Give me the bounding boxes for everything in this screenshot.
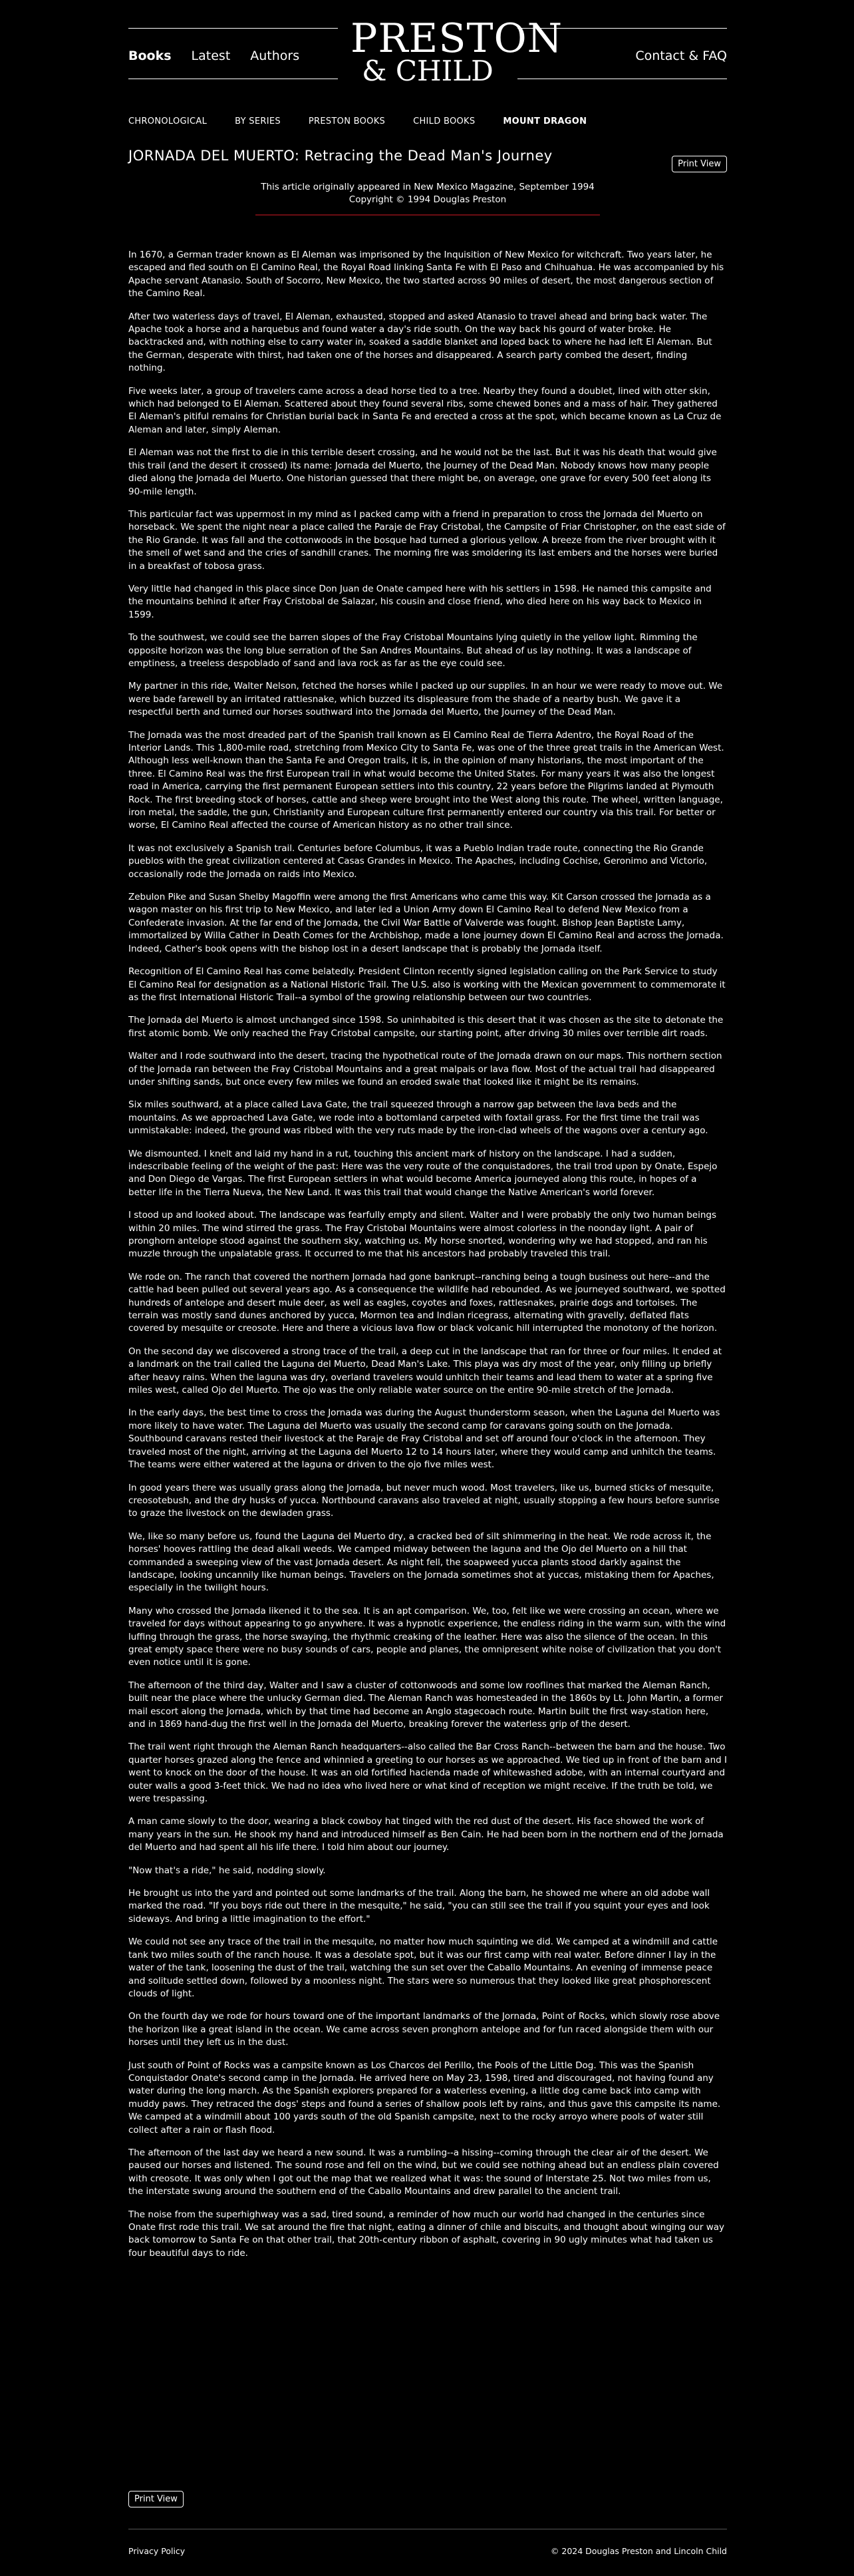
nav-contact[interactable]: Contact & FAQ bbox=[635, 49, 727, 63]
article-paragraph: In good years there was usually grass along the Jornada, but never much wood. Most travelers, like us, burned sticks of mesquite, creosotebush, and the dry husks of yucca. Northbound caravans also traveled at night, usually stopping a few hours before sunrise to graze the livestock on the dewladen grass. bbox=[128, 1482, 720, 1519]
article-paragraph: The noise from the superhighway was a sad, tired sound, a reminder of how much our world had changed in the centuries since Onate first rode this trail. We sat around the fire that night, eating a dinner of chile and biscuits, and thought about winging our way back tomorrow to Santa Fe on that other trail, that 20th-century ribbon of asphalt, covering in 90 ugly minutes what had taken us four beautiful days to ride. bbox=[128, 2209, 725, 2259]
footer-copyright: © 2024 Douglas Preston and Lincoln Child bbox=[550, 2546, 727, 2556]
logo-line1: PRESTON bbox=[351, 15, 563, 62]
site-header bbox=[128, 0, 727, 100]
article-source: This article originally appeared in New Mexico Magazine, September 1994 bbox=[261, 182, 595, 192]
article-paragraph: After two waterless days of travel, El Aleman, exhausted, stopped and asked Atanasio to travel ahead and bring back water. The Apache took a horse and a harquebus and found water a day's ride south. On the way back his gourd of water broke. He backtracked and, with nothing else to carry water in, soaked a saddle blanket and loped back to where he had left El Aleman. But the German, desperate with thirst, had taken one of the horses and disappeared. A search party combed the desert, finding nothing. bbox=[128, 311, 712, 374]
article-paragraph: A man came slowly to the door, wearing a black cowboy hat tinged with the red dust of the desert. His face showed the work of many years in the sun. He shook my hand and introduced himself as Ben Cain. He had been born in the northern end of the Jornada del Muerto and had spent all his life there. I told him about our journey. bbox=[128, 1816, 724, 1853]
article-paragraph: In the early days, the best time to cross the Jornada was during the August thunderstorm season, when the Laguna del Muerto was more likely to have water. The Laguna del Muerto was usually the second camp for caravans going south on the Jornada. Southbound caravans rested their livestock at the Paraje de Fray Cristobal and set off around four o'clock in the afternoon. They traveled most of the night, arriving at the Laguna del Muerto 12 to 14 hours later, where they would camp and unhitch the teams. The teams were either watered at the laguna or driven to the ojo five miles west. bbox=[128, 1407, 720, 1471]
article-paragraph: It was not exclusively a Spanish trail. Centuries before Columbus, it was a Pueblo Indian trade route, connecting the Rio Grande pueblos with the great civilization centered at Casas Grandes in Mexico. The Apaches, including Cochise, Geronimo and Victorio, occasionally rode the Jornada on raids into Mexico. bbox=[128, 842, 708, 880]
print-view-button-bottom[interactable]: Print View bbox=[128, 2491, 184, 2507]
article-paragraph: On the fourth day we rode for hours toward one of the important landmarks of the Jornada, Point of Rocks, which slowly rose above the horizon like a great island in the ocean. We came across seven pronghorn antelope and for fun raced alongside them with our horses until they left us in the dust. bbox=[128, 2011, 720, 2048]
article-paragraph: We, like so many before us, found the Laguna del Muerto dry, a cracked bed of silt shimmering in the heat. We rode across it, the horses' hooves rattling the dead alkali weeds. We camped midway between the laguna and the Ojo del Muerto on a hill that commanded a sweeping view of the vast Jornada desert. As night fell, the soapweed yucca plants stood darkly against the landscape, looking uncannily like human beings. Travelers on the Jornada sometimes shot at yuccas, mistaking them for Apaches, especially in the twilight hours. bbox=[128, 1531, 714, 1594]
article-paragraph: Six miles southward, at a place called Lava Gate, the trail squeezed through a narrow gap between the lava beds and the mountains. As we approached Lava Gate, we rode into a bottomland carpeted with foxtail grass. For the first time the trail was unmistakable: indeed, the ground was ribbed with the very ruts made by the iron-clad wheels of the wagons over a century ago. bbox=[128, 1099, 708, 1137]
article-paragraph: Very little had changed in this place since Don Juan de Onate camped here with his settlers in 1598. He named this campsite and the mountains behind it after Fray Cristobal de Salazar, his cousin and close friend, who died here on his way back to Mexico in 1599. bbox=[128, 583, 712, 620]
subnav-by-series[interactable]: BY SERIES bbox=[235, 116, 281, 126]
title-row bbox=[128, 148, 727, 169]
nav-authors[interactable]: Authors bbox=[250, 49, 300, 63]
privacy-policy-link[interactable]: Privacy Policy bbox=[128, 2546, 186, 2556]
site-footer bbox=[128, 2546, 727, 2556]
article-paragraph: Five weeks later, a group of travelers came across a dead horse tied to a tree. Nearby they found a doublet, lined with otter skin, which had belonged to El Aleman. Scattered about they found several ribs, some chewed bones and a mass of hair. They gathered El Aleman's pitiful remains for Christian burial back in Santa Fe and erected a cross at the spot, which became known as La Cruz de Aleman and later, simply Aleman. bbox=[128, 385, 722, 435]
header-divider bbox=[128, 28, 338, 29]
title-divider bbox=[255, 214, 600, 216]
article-paragraph: El Aleman was not the first to die in this terrible desert crossing, and he would not be the last. But it was his death that would give this trail (and the desert it crossed) its name: Jornada del Muerto, the Journey of the Dead Man. Nobody knows how many people died along the Jornada del Muerto. One historian guessed that there might be, on average, one grave for every 500 feet along its 90-mile length. bbox=[128, 447, 717, 497]
subnav-preston-books[interactable]: PRESTON BOOKS bbox=[308, 116, 386, 126]
article-paragraph: Recognition of El Camino Real has come belatedly. President Clinton recently signed legislation calling on the Park Service to study El Camino Real for designation as a National Historic Trail. The U.S. also is working with the Mexican government to commemorate it as the first International Historic Trail--a symbol of the growing relationship between our two countries. bbox=[128, 966, 726, 1003]
article-paragraph: Just south of Point of Rocks was a campsite known as Los Charcos del Perillo, the Pools of the Little Dog. This was the Spanish Conquistador Onate's second camp in the Jornada. He arrived here on May 23, 1598, tired and discouraged, not having found any water during the long march. As the Spanish explorers prepared for a waterless evening, a little dog came back into camp with muddy paws. They retraced the dogs' steps and found a series of shallow pools left by rains, and thus gave this campsite its name. We camped at a windmill about 100 yards south of the old Spanish campsite, next to the rocky arroyo where pools of water still collect after a rain or flash flood. bbox=[128, 2060, 721, 2135]
article-paragraph: Many who crossed the Jornada likened it to the sea. It is an apt comparison. We, too, felt like we were crossing an ocean, where we traveled for days without appearing to go anywhere. It was a hypnotic experience, the endless riding in the warm sun, with the wind luffing through the grass, the horse swaying, the rhythmic creaking of the leather. Here was also the silence of the ocean. In this great empty space there were no busy sounds of cars, people and planes, the omnipresent white noise of civilization that you don't even notice until it is gone. bbox=[128, 1605, 726, 1668]
subnav-chronological[interactable]: CHRONOLOGICAL bbox=[128, 116, 208, 126]
article-paragraph: My partner in this ride, Walter Nelson, fetched the horses while I packed up our supplies. In an hour we were ready to move out. We were bade farewell by an irritated rattlesnake, which buzzed its displeasure from the shade of a nearby bush. We gave it a respectful berth and turned our horses southward into the Jornada del Muerto, the Journey of the Dead Man. bbox=[128, 681, 723, 718]
subnav-mount-dragon[interactable]: MOUNT DRAGON bbox=[503, 116, 587, 126]
article-paragraph: The trail went right through the Aleman Ranch headquarters--also called the Bar Cross Ranch--between the barn and the house. Two quarter horses grazed along the fence and whinnied a greeting to our horses as we approached. We tied up in front of the barn and I went to knock on the door of the house. It was an old fortified hacienda made of whitewashed adobe, with an internal courtyard and outer walls a good 3-feet thick. We had no idea who lived here or what kind of reception we might receive. If the truth be told, we were trespassing. bbox=[128, 1742, 727, 1805]
nav-latest[interactable]: Latest bbox=[191, 49, 231, 63]
article-paragraph: We could not see any trace of the trail in the mesquite, no matter how much squinting we did. We camped at a windmill and cattle tank two miles south of the ranch house. It was a desolate spot, but it was our first camp with real water. Before dinner I lay in the water of the tank, loosening the dust of the trail, watching the sun set over the Caballo Mountains. An evening of immense peace and solitude settled down, followed by a moonless night. The stars were so numerous that they looked like great phosphorescent clouds of light. bbox=[128, 1936, 718, 1999]
article-paragraph: "Now that's a ride," he said, nodding slowly. bbox=[128, 1865, 326, 1876]
article-meta bbox=[128, 181, 727, 206]
site-logo[interactable] bbox=[351, 15, 563, 87]
article-paragraph: Walter and I rode southward into the desert, tracing the hypothetical route of the Jornada drawn on our maps. This northern section of the Jornada ran between the Fray Cristobal Mountains and a great malpais or lava flow. Most of the actual trail had disappeared under shifting sands, but once every few miles we found an eroded swale that looked like it might be its remains. bbox=[128, 1051, 722, 1087]
book-subnav bbox=[128, 116, 587, 126]
main-nav bbox=[128, 49, 299, 63]
article-paragraph: This particular fact was uppermost in my mind as I packed camp with a friend in preparation to cross the Jornada del Muerto on horseback. We spent the night near a place called the Paraje de Fray Cristobal, the Campsite of Friar Christopher, on the east side of the Rio Grande. It was fall and the cottonwoods in the bosque had turned a glorious yellow. A breeze from the river brought with it the smell of wet sand and the cries of sandhill cranes. The morning fire was smoldering its last embers and the horses were buried in a breakfast of tobosa grass. bbox=[128, 508, 726, 572]
article-paragraph: We dismounted. I knelt and laid my hand in a rut, touching this ancient mark of history on the landscape. I had a sudden, indescribable feeling of the weight of the past: Here was the very route of the conquistadores, the trail trod upon by Onate, Espejo and Don Diego de Vargas. The first European settlers in what would become America journeyed along this route, in hopes of a better life in the Tierra Nueva, the New Land. It was this trail that would change the Native American's world forever. bbox=[128, 1148, 718, 1198]
nav-books[interactable]: Books bbox=[128, 49, 172, 63]
page-container bbox=[128, 0, 727, 2556]
print-view-button[interactable]: Print View bbox=[672, 156, 727, 172]
article-paragraph: We rode on. The ranch that covered the northern Jornada had gone bankrupt--ranching being a tough business out here--and the cattle had been pulled out several years ago. As a consequence the wildlife had rebounded. As we journeyed southward, we spotted hundreds of antelope and desert mule deer, as well as eagles, coyotes and foxes, rattlesnakes, prairie dogs and tortoises. The terrain was mostly sand dunes anchored by yucca, Mormon tea and Indian ricegrass, alternating with gravelly, deflated flats covered by mesquite or creosote. Here and there a vicious lava flow or black volcanic hill interrupted the monotony of the horizon. bbox=[128, 1271, 726, 1334]
article-paragraph: He brought us into the yard and pointed out some landmarks of the trail. Along the barn, he showed me where an old adobe wall marked the road. "If you boys ride out there in the mesquite," he said, "you can still see the trail if you squint your eyes and look sideways. And bring a little imagination to the effort." bbox=[128, 1888, 710, 1925]
article-paragraph: On the second day we discovered a strong trace of the trail, a deep cut in the landscape that ran for three or four miles. It ended at a landmark on the trail called the Laguna del Muerto, Dead Man's Lake. This playa was dry most of the year, only filling up briefly after heavy rains. When the laguna was dry, overland travelers would unhitch their teams and lead them to water at a spring five miles west, called Ojo del Muerto. The ojo was the only reliable water source on the entire 90-mile stretch of the Jornada. bbox=[128, 1346, 722, 1396]
subnav-child-books[interactable]: CHILD BOOKS bbox=[413, 116, 476, 126]
page-title: JORNADA DEL MUERTO: Retracing the Dead Man's Journey bbox=[128, 148, 553, 164]
article-paragraph: To the southwest, we could see the barren slopes of the Fray Cristobal Mountains lying quietly in the yellow light. Rimming the opposite horizon was the long blue serration of the San Andres Mountains. But ahead of us lay nothing. It was a landscape of emptiness, a treeless despoblado of sand and lava rock as far as the eye could see. bbox=[128, 632, 698, 669]
article-copyright: Copyright © 1994 Douglas Preston bbox=[349, 194, 507, 205]
article-paragraph: In 1670, a German trader known as El Aleman was imprisoned by the Inquisition of New Mexico for witchcraft. Two years later, he escaped and fled south on El Camino Real, the Royal Road linking Santa Fe with El Paso and Chihuahua. He was accompanied by his Apache servant Atanasio. South of Socorro, New Mexico, the two started across 90 miles of desert, the most dangerous section of the Camino Real. bbox=[128, 250, 724, 299]
article-paragraph: The afternoon of the last day we heard a new sound. It was a rumbling--a hissing--coming through the clear air of the desert. We paused our horses and listened. The sound rose and fell on the wind, but we could see nothing ahead but an endless plain covered with creosote. It was only when I got out the map that we realized what it was: the sound of Interstate 25. Not two miles from us, the interstate swung around the southern end of the Caballo Mountains and drew parallel to the ancient trail. bbox=[128, 2147, 719, 2197]
article-paragraph: The Jornada was the most dreaded part of the Spanish trail known as El Camino Real de Tierra Adentro, the Royal Road of the Interior Lands. This 1,800-mile road, stretching from Mexico City to Santa Fe, was one of the three great trails in the American West. Although less well-known than the Santa Fe and Oregon trails, it is, in the opinion of many historians, the most important of the three. El Camino Real was the first European trail in what would become the United States. For many years it was also the longest road in America, carrying the first permanent European settlers into this country, 22 years before the Pilgrims landed at Plymouth Rock. The first breeding stock of horses, cattle and sheep were brought into the West along this route. The wheel, written language, iron metal, the saddle, the gun, Christianity and European culture first permanently entered our country via this trail. For better or worse, El Camino Real affected the course of American history as no other trail since. bbox=[128, 729, 724, 831]
article-body bbox=[128, 249, 727, 2270]
logo-line2: & CHILD bbox=[362, 55, 494, 87]
article-paragraph: Zebulon Pike and Susan Shelby Magoffin were among the first Americans who came this way. Kit Carson crossed the Jornada as a wagon master on his first trip to New Mexico, and later led a Union Army down El Camino Real to defend New Mexico from a Confederate invasion. At the far end of the Jornada, the Civil War Battle of Valverde was fought. Bishop Jean Baptiste Lamy, immortalized by Willa Cather in Death Comes for the Archbishop, made a lone journey down El Camino Real and across the Jornada. Indeed, Cather's book opens with the bishop lost in a desert landscape that is probably the Jornada itself. bbox=[128, 892, 724, 954]
article-paragraph: I stood up and looked about. The landscape was fearfully empty and silent. Walter and I were probably the only two human beings within 20 miles. The wind stirred the grass. The Fray Cristobal Mountains were almost colorless in the noonday light. A pair of pronghorn antelope stood against the southern sky, watching us. My horse snorted, wondering why we had stopped, and ran his muzzle through the unpalatable grass. It occurred to me that his ancestors had probably traveled this trail. bbox=[128, 1210, 716, 1260]
article-paragraph: The Jornada del Muerto is almost unchanged since 1598. So uninhabited is this desert that it was chosen as the site to detonate the first atomic bomb. We only reached the Fray Cristobal campsite, our starting point, after driving 30 miles over terrible dirt roads. bbox=[128, 1015, 724, 1039]
article-paragraph: The afternoon of the third day, Walter and I saw a cluster of cottonwoods and some low rooflines that marked the Aleman Ranch, built near the place where the unlucky German died. The Aleman Ranch was homesteaded in the 1860s by Lt. John Martin, a former mail escort along the Jornada, which by that time had become an Anglo stagecoach route. Martin built the first way-station here, and in 1869 hand-dug the first well in the Jornada del Muerto, breaking forever the waterless grip of the desert. bbox=[128, 1680, 723, 1730]
